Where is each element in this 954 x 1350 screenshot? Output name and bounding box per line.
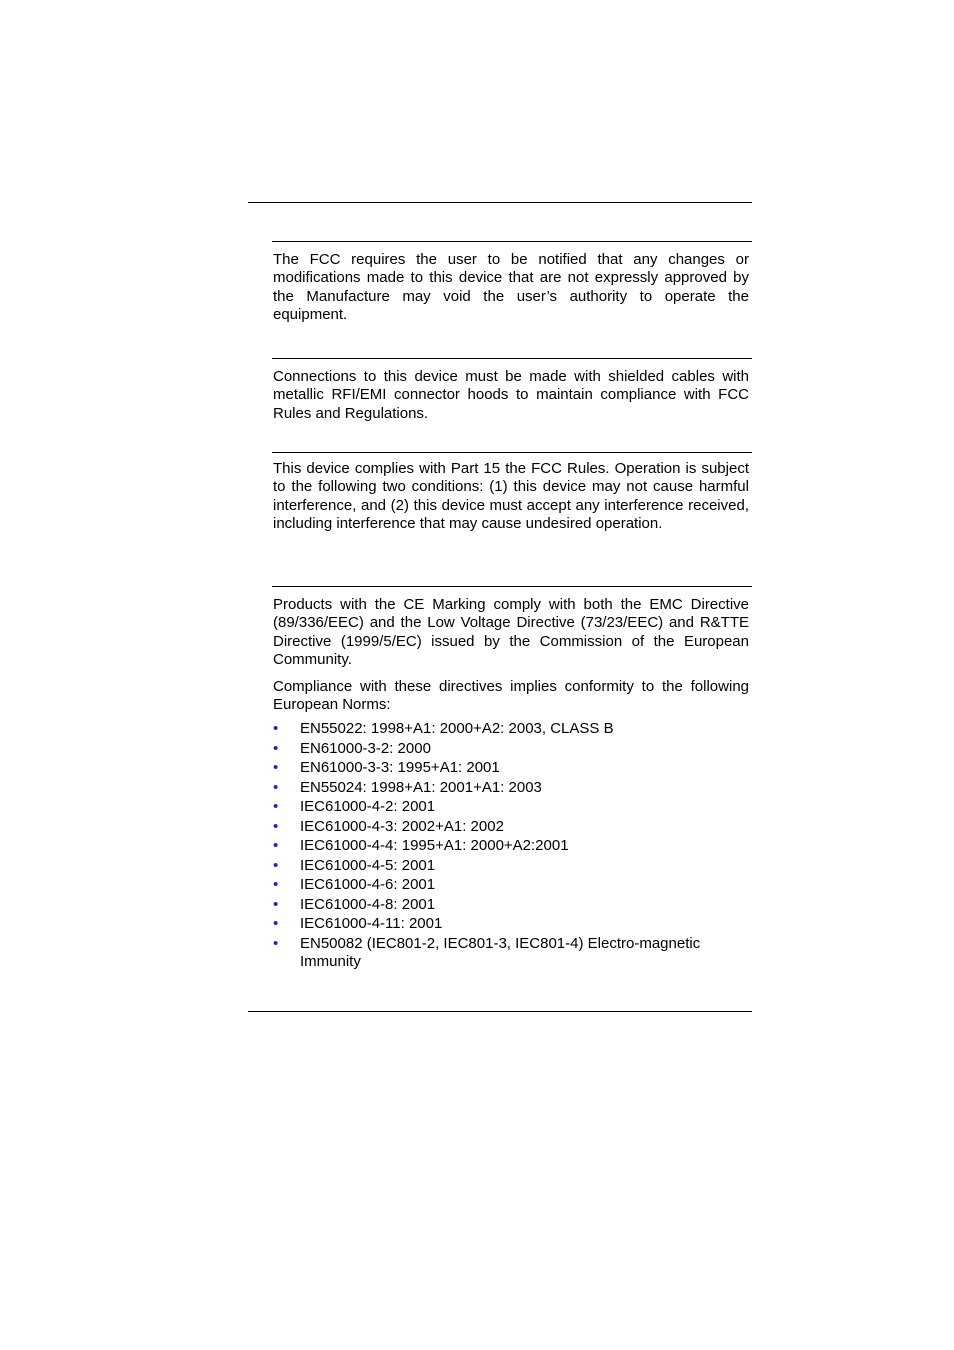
part15-paragraph: This device complies with Part 15 the FCC Rules. Operation is subject to the following two conditions: (1) this device may not cause harmful interference, and (2) this device must accept any interference received, including interference that may cause undesired operation. (273, 460, 749, 533)
list-item: • EN50082 (IEC801-2, IEC801-3, IEC801-4) Electro-magnetic Immunity (273, 934, 701, 970)
section-divider-ce (272, 586, 752, 587)
list-item: • IEC61000-4-8: 2001 (273, 895, 436, 913)
bullet-icon: • (273, 817, 279, 835)
bullet-icon: • (273, 739, 279, 757)
list-item: • IEC61000-4-5: 2001 (273, 856, 436, 874)
ce-marking-paragraph: Products with the CE Marking comply with both the EMC Directive (89/336/EEC) and the Low Voltage Directive (73/23/EEC) and R&TTE Directive (1999/5/EC) issued by the Commission of the European Community. (273, 596, 749, 669)
list-item: • EN55022: 1998+A1: 2000+A2: 2003, CLASS B (273, 720, 614, 737)
bullet-icon: • (273, 778, 279, 796)
cables-paragraph: Connections to this device must be made with shielded cables with metallic RFI/EMI connector hoods to maintain compliance with FCC Rules and Regulations. (273, 368, 749, 422)
bullet-icon: • (273, 856, 279, 874)
section-divider-fcc (272, 241, 752, 242)
bullet-icon: • (273, 720, 279, 737)
european-norms-list (273, 720, 749, 973)
list-item: • EN55024: 1998+A1: 2001+A1: 2003 (273, 778, 542, 796)
compliance-intro-paragraph: Compliance with these directives implies conformity to the following European Norms: (273, 678, 749, 714)
list-item: • EN61000-3-2: 2000 (273, 739, 431, 757)
bottom-divider (248, 1011, 752, 1012)
list-item: • IEC61000-4-3: 2002+A1: 2002 (273, 817, 504, 835)
bullet-icon: • (273, 895, 279, 913)
section-divider-cables (272, 358, 752, 359)
list-item: • IEC61000-4-11: 2001 (273, 915, 443, 932)
bullet-icon: • (273, 915, 279, 932)
bullet-icon: • (273, 837, 279, 854)
bullet-icon: • (273, 934, 279, 952)
list-item: • EN61000-3-3: 1995+A1: 2001 (273, 759, 500, 776)
bullet-icon: • (273, 798, 279, 815)
top-divider (248, 202, 752, 203)
list-item: • IEC61000-4-6: 2001 (273, 876, 436, 893)
bullet-icon: • (273, 759, 279, 776)
section-divider-part15 (272, 452, 752, 453)
bullet-icon: • (273, 876, 279, 893)
list-item: • IEC61000-4-2: 2001 (273, 798, 436, 815)
fcc-notice-paragraph: The FCC requires the user to be notified that any changes or modifications made to this device that are not expressly approved by the Manufacture may void the user’s authority to operate the equipment. (273, 251, 749, 324)
list-item: • IEC61000-4-4: 1995+A1: 2000+A2:2001 (273, 837, 569, 854)
